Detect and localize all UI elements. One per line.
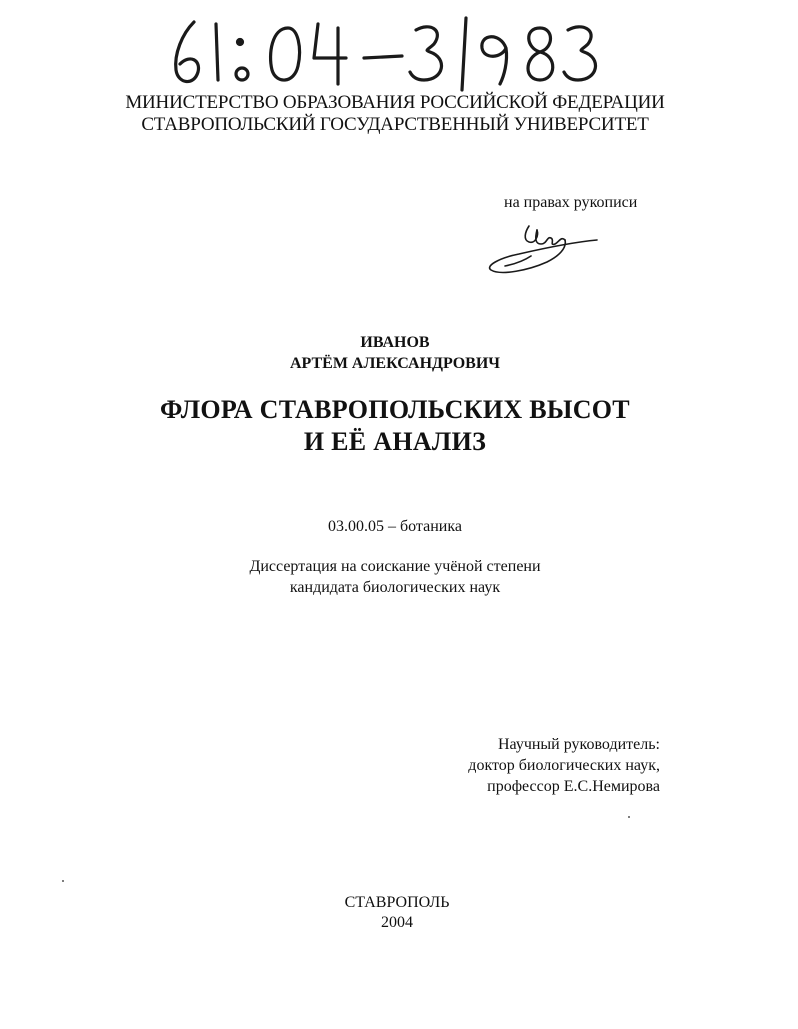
supervisor-name: профессор Е.С.Немирова [487,778,660,795]
scan-speck [628,816,630,818]
year: 2004 [381,914,413,931]
supervisor-degree: доктор биологических наук, [468,757,660,774]
university-name: СТАВРОПОЛЬСКИЙ ГОСУДАРСТВЕННЫЙ УНИВЕРСИТЕТ [141,114,649,135]
dissertation-title-line-2: И ЕЁ АНАЛИЗ [303,427,487,456]
dissertation-title-line-1: ФЛОРА СТАВРОПОЛЬСКИХ ВЫСОТ [160,395,630,424]
specialty-code: 03.00.05 – ботаника [328,518,462,535]
author-given-name: АРТЁМ АЛЕКСАНДРОВИЧ [289,355,501,372]
supervisor-label: Научный руководитель: [497,736,660,753]
scan-speck [62,880,64,882]
ministry-name: МИНИСТЕРСТВО ОБРАЗОВАНИЯ РОССИЙСКОЙ ФЕДЕРАЦИИ [125,92,665,113]
rights-note: на правах рукописи [504,194,638,211]
author-signature [485,222,603,280]
supervisor-block [440,734,660,797]
city: СТАВРОПОЛЬ [344,894,450,911]
degree-line-2: кандидата биологических наук [289,579,501,596]
degree-line-1: Диссертация на соискание учёной степени [249,558,541,575]
handwritten-archive-code [168,14,608,92]
author-surname: ИВАНОВ [360,334,430,351]
